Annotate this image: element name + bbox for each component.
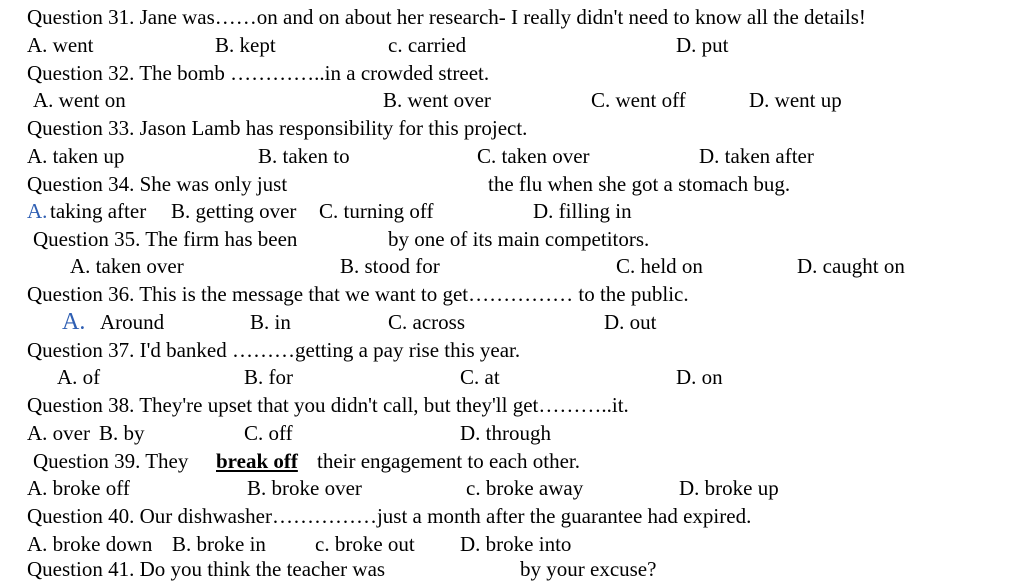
q31-option-a: A. went [27, 33, 94, 57]
q32-option-b: B. went over [383, 88, 491, 112]
q33-prompt-line [0, 114, 1024, 142]
q32-option-d: D. went up [749, 88, 842, 112]
q32-prompt-line [0, 59, 1024, 87]
q33-options-line [0, 142, 1024, 170]
q35-prompt-end: by one of its main competitors. [388, 227, 650, 251]
q37-option-a: A. of [57, 365, 101, 389]
q31-option-d: D. put [676, 33, 729, 57]
q32-prompt: Question 32. The bomb …………..in a crowded street. [27, 61, 490, 85]
q35-prompt-line [0, 225, 1024, 253]
q36-option-d: D. out [604, 310, 657, 334]
q36-option-a-letter: A. [62, 309, 86, 335]
q32-options-line [0, 86, 1024, 114]
q38-options-line [0, 419, 1024, 447]
q34-option-c: C. turning off [319, 199, 434, 223]
q39-option-a: A. broke off [27, 476, 130, 500]
q34-prompt-line [0, 170, 1024, 198]
q40-prompt-line [0, 502, 1024, 530]
q38-option-d: D. through [460, 421, 551, 445]
q35-option-a: A. taken over [70, 254, 184, 278]
q34-options-line [0, 197, 1024, 225]
q39-option-b: B. broke over [247, 476, 362, 500]
q40-prompt: Question 40. Our dishwasher……………just a month after the guarantee had expired. [27, 504, 752, 528]
q40-option-c: c. broke out [315, 532, 415, 556]
q38-option-c: C. off [244, 421, 293, 445]
q33-option-d: D. taken after [699, 144, 814, 168]
q39-option-d: D. broke up [679, 476, 779, 500]
q32-option-c: C. went off [591, 88, 686, 112]
q37-option-c: C. at [460, 365, 500, 389]
q41-prompt-start: Question 41. Do you think the teacher was [27, 557, 386, 581]
q35-prompt-start: Question 35. The firm has been [33, 227, 298, 251]
q33-option-a: A. taken up [27, 144, 125, 168]
q35-option-d: D. caught on [797, 254, 905, 278]
q41-prompt-line [0, 555, 1024, 583]
q34-option-a: taking after [50, 199, 147, 223]
q35-option-c: C. held on [616, 254, 703, 278]
q39-options-line [0, 474, 1024, 502]
q37-prompt: Question 37. I'd banked ………getting a pay rise this year. [27, 338, 521, 362]
q37-option-d: D. on [676, 365, 723, 389]
q41-prompt-end: by your excuse? [520, 557, 657, 581]
q37-options-line [0, 363, 1024, 391]
q36-prompt-line [0, 280, 1024, 308]
q39-option-c: c. broke away [466, 476, 584, 500]
q40-options-line [0, 530, 1024, 558]
q32-option-a: A. went on [33, 88, 126, 112]
q39-prompt-start: Question 39. They [33, 449, 189, 473]
q34-option-b: B. getting over [171, 199, 297, 223]
q40-option-b: B. broke in [172, 532, 266, 556]
q39-prompt-line [0, 447, 1024, 475]
q36-option-c: C. across [388, 310, 465, 334]
q33-prompt: Question 33. Jason Lamb has responsibility for this project. [27, 116, 528, 140]
q31-prompt: Question 31. Jane was……on and on about her research- I really didn't need to know all the details! [27, 5, 866, 29]
q36-option-a: Around [100, 310, 165, 334]
q33-option-b: B. taken to [258, 144, 350, 168]
q35-options-line [0, 252, 1024, 280]
q31-option-c: c. carried [388, 33, 467, 57]
q34-prompt-end: the flu when she got a stomach bug. [488, 172, 791, 196]
q37-option-b: B. for [244, 365, 293, 389]
q31-options-line [0, 31, 1024, 59]
q40-option-a: A. broke down [27, 532, 153, 556]
q36-option-b: B. in [250, 310, 291, 334]
q35-option-b: B. stood for [340, 254, 440, 278]
q34-prompt-start: Question 34. She was only just [27, 172, 288, 196]
q36-prompt: Question 36. This is the message that we want to get…………… to the public. [27, 282, 689, 306]
q33-option-c: C. taken over [477, 144, 590, 168]
q34-option-a-letter: A. [27, 199, 48, 223]
q38-prompt: Question 38. They're upset that you didn't call, but they'll get………..it. [27, 393, 629, 417]
q31-prompt-line [0, 3, 1024, 31]
q38-option-b: B. by [99, 421, 145, 445]
q40-option-d: D. broke into [460, 532, 572, 556]
q39-prompt-end: their engagement to each other. [317, 449, 580, 473]
q39-underlined-phrase: break off [216, 449, 298, 473]
q36-options-line [0, 308, 1024, 336]
q38-option-a: A. over [27, 421, 90, 445]
q37-prompt-line [0, 336, 1024, 364]
q34-option-d: D. filling in [533, 199, 632, 223]
q38-prompt-line [0, 391, 1024, 419]
q31-option-b: B. kept [215, 33, 276, 57]
